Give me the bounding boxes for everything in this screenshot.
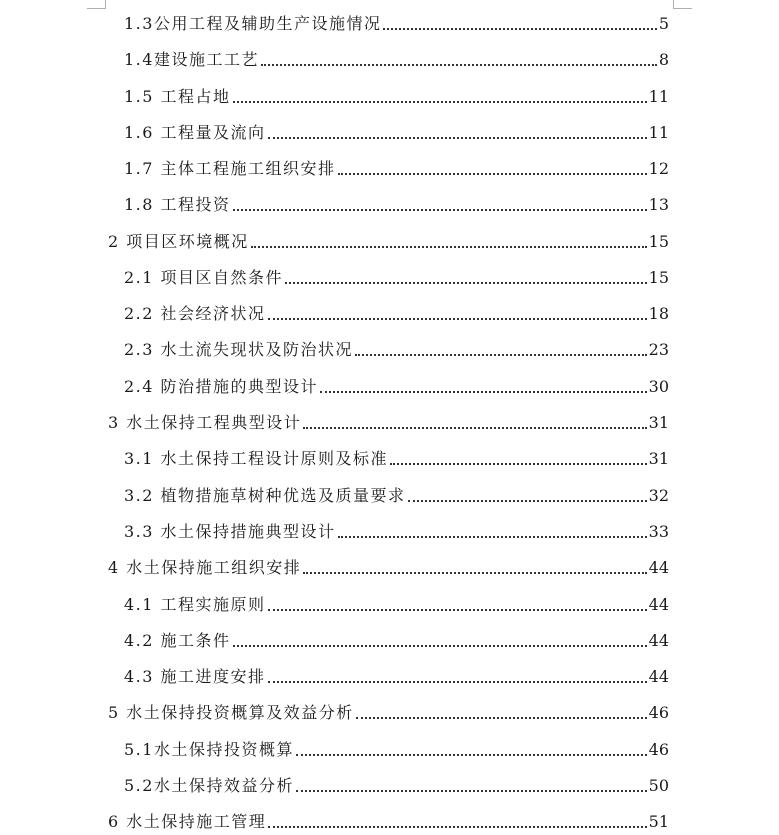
toc-entry-title: 4.2 施工条件	[124, 631, 231, 650]
toc-entry-title: 2.1 项目区自然条件	[124, 268, 284, 287]
toc-entry-page: 46	[648, 740, 669, 759]
toc-entry[interactable]	[124, 83, 669, 107]
toc-entry[interactable]	[124, 772, 669, 796]
toc-entry-page: 33	[648, 522, 669, 541]
toc-dot-leader	[355, 354, 647, 356]
toc-entry-title: 5.2水土保持效益分析	[124, 776, 294, 795]
toc-entry-title: 6 水土保持施工管理	[108, 812, 267, 831]
toc-dot-leader	[261, 64, 657, 66]
toc-dot-leader	[268, 681, 647, 683]
toc-dot-leader	[303, 427, 646, 429]
toc-entry-page: 51	[648, 812, 669, 831]
toc-entry-title: 1.7 主体工程施工组织安排	[124, 159, 336, 178]
toc-entry-title: 3.2 植物措施草树种优选及质量要求	[124, 486, 406, 505]
toc-dot-leader	[356, 717, 647, 719]
toc-entry-page: 44	[648, 631, 669, 650]
toc-dot-leader	[338, 536, 647, 538]
toc-entry-title: 1.8 工程投资	[124, 195, 231, 214]
toc-entry[interactable]	[124, 46, 669, 70]
toc-dot-leader	[296, 754, 647, 756]
toc-entry-page: 44	[648, 595, 669, 614]
toc-dot-leader	[233, 645, 647, 647]
toc-entry-page: 18	[648, 304, 669, 323]
toc-entry[interactable]	[124, 300, 669, 324]
toc-entry-page: 30	[648, 377, 669, 396]
toc-dot-leader	[268, 826, 646, 828]
toc-dot-leader	[383, 28, 656, 30]
toc-dot-leader	[296, 790, 647, 792]
toc-entry-title: 5.1水土保持投资概算	[124, 740, 294, 759]
toc-dot-leader	[408, 500, 647, 502]
toc-dot-leader	[285, 282, 647, 284]
toc-entry-title: 1.4建设施工工艺	[124, 50, 259, 69]
toc-entry[interactable]	[124, 264, 669, 288]
toc-entry[interactable]	[108, 808, 669, 832]
toc-entry-title: 2.2 社会经济状况	[124, 304, 266, 323]
toc-entry[interactable]	[124, 336, 669, 360]
toc-entry-title: 2.4 防治措施的典型设计	[124, 377, 319, 396]
toc-entry-page: 15	[648, 232, 669, 251]
toc-entry-title: 3.1 水土保持工程设计原则及标准	[124, 449, 389, 468]
toc-entry[interactable]	[124, 155, 669, 179]
toc-entry-title: 2.3 水土流失现状及防治状况	[124, 340, 354, 359]
toc-entry-page: 8	[658, 50, 669, 69]
toc-dot-leader	[303, 572, 646, 574]
toc-entry-page: 44	[648, 667, 669, 686]
toc-entry[interactable]	[124, 119, 669, 143]
toc-entry[interactable]	[108, 228, 669, 252]
toc-entry-title: 4.3 施工进度安排	[124, 667, 266, 686]
toc-entry-title: 2 项目区环境概况	[108, 232, 249, 251]
toc-entry-title: 3.3 水土保持措施典型设计	[124, 522, 336, 541]
toc-entry-page: 32	[648, 486, 669, 505]
toc-entry-title: 1.5 工程占地	[124, 87, 231, 106]
toc-entry[interactable]	[124, 736, 669, 760]
toc-entry[interactable]	[124, 663, 669, 687]
toc-entry[interactable]	[124, 10, 669, 34]
toc-dot-leader	[338, 173, 647, 175]
toc-entry-page: 50	[648, 776, 669, 795]
toc-entry-page: 15	[648, 268, 669, 287]
toc-entry[interactable]	[108, 409, 669, 433]
toc-entry-title: 5 水土保持投资概算及效益分析	[108, 703, 354, 722]
toc-entry[interactable]	[108, 699, 669, 723]
toc-entry-page: 46	[648, 703, 669, 722]
toc-entry-page: 31	[648, 413, 669, 432]
toc-entry-page: 11	[648, 123, 669, 142]
toc-entry-title: 4 水土保持施工组织安排	[108, 558, 302, 577]
toc-dot-leader	[320, 391, 647, 393]
toc-dot-leader	[390, 463, 647, 465]
toc-entry-page: 5	[658, 14, 669, 33]
toc-entry-page: 13	[648, 195, 669, 214]
toc-entry-page: 44	[648, 558, 669, 577]
toc-dot-leader	[233, 101, 647, 103]
toc-dot-leader	[268, 318, 647, 320]
toc-entry[interactable]	[108, 554, 669, 578]
page-corner-mark-left	[87, 0, 106, 9]
toc-entry[interactable]	[124, 518, 669, 542]
toc-entry-page: 11	[648, 87, 669, 106]
toc-entry[interactable]	[124, 445, 669, 469]
toc-dot-leader	[268, 137, 647, 139]
toc-dot-leader	[268, 609, 647, 611]
toc-entry[interactable]	[124, 191, 669, 215]
toc-dot-leader	[233, 209, 647, 211]
page-corner-mark-right	[673, 0, 692, 9]
toc-entry-title: 1.6 工程量及流向	[124, 123, 266, 142]
toc-entry-title: 1.3公用工程及辅助生产设施情况	[124, 14, 382, 33]
toc-entry[interactable]	[124, 373, 669, 397]
toc-entry-page: 31	[648, 449, 669, 468]
toc-entry-title: 3 水土保持工程典型设计	[108, 413, 302, 432]
toc-entry[interactable]	[124, 627, 669, 651]
toc-entry-page: 12	[648, 159, 669, 178]
toc-entry[interactable]	[124, 591, 669, 615]
toc-entry[interactable]	[124, 482, 669, 506]
toc-entry-page: 23	[648, 340, 669, 359]
toc-dot-leader	[251, 246, 647, 248]
toc-entry-title: 4.1 工程实施原则	[124, 595, 266, 614]
